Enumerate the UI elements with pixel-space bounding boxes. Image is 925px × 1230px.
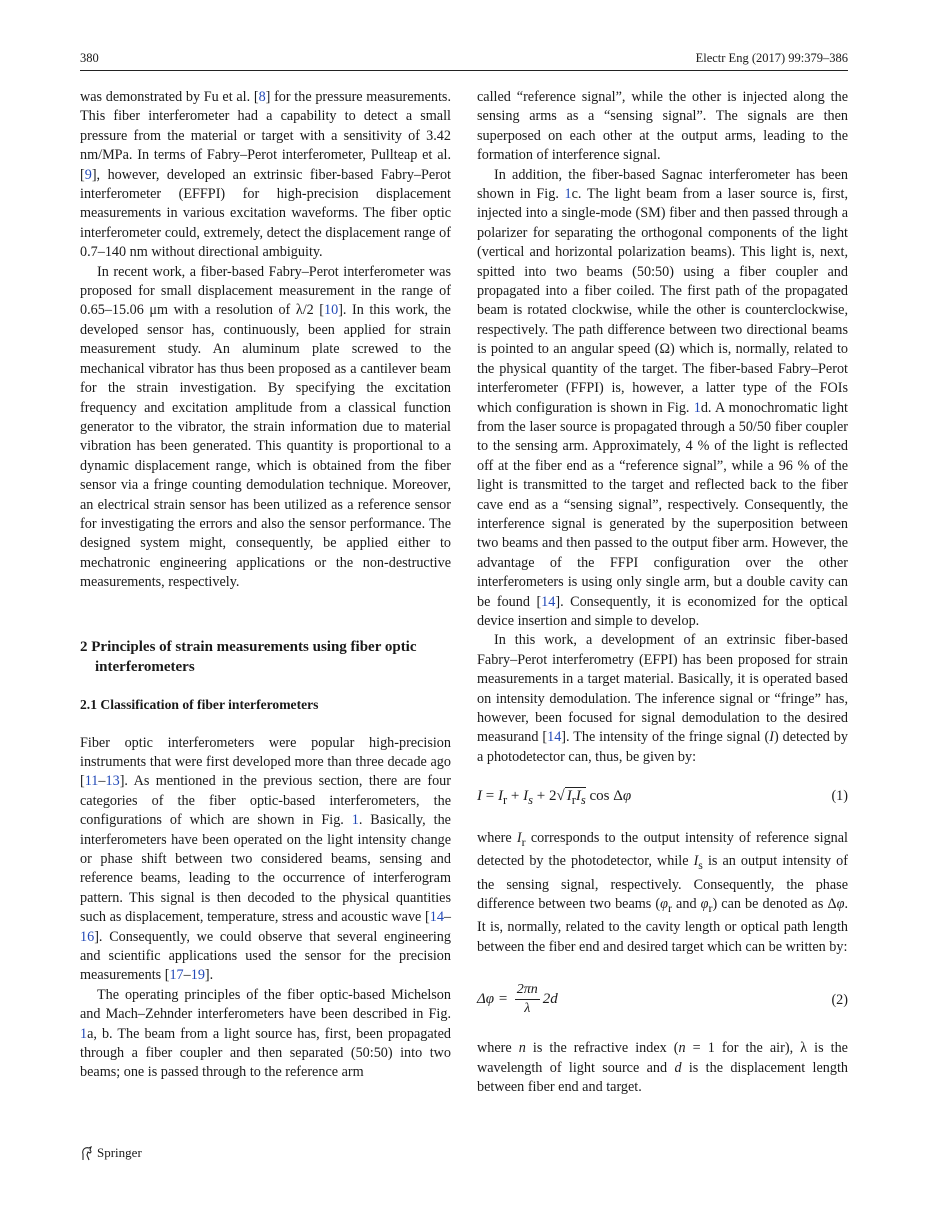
citation-link[interactable]: 19 [190,967,205,984]
springer-horse-icon [80,1146,93,1161]
citation-link[interactable]: 13 [105,773,120,790]
citation-link[interactable]: 16 [80,928,95,945]
running-header [80,50,848,71]
paragraph: In recent work, a fiber-based Fabry–Perot interferometer was proposed for small displacement measurement in the range of 0.65–15.06 μm with a resolution of λ/2 [10]. In this work, the developed sensor has, continuously, been applied for strain measurement study. An aluminum plate screwed to the mechanical vibrator has thus been proposed as a cantilever beam for the strain investigation. By specifying the excitation frequency and excitation amplitude from a classical function generator to the vibrator, the strain information due to material vibration has been generated. This quantity is proportional to a dynamic displacement range, which is obtained from the fiber sensor via a fringe counting demodulation technique. Moreover, an electrical strain sensor has been utilized as a reference sensor for investigating the errors and also the sensor performance. The designed system might, consequently, be applied either to mechatronic engineering applications or the non-destructive measurements, respectively. [80,263,451,591]
right-column [477,88,848,1097]
paragraph: In addition, the fiber-based Sagnac interferometer has been shown in Fig. 1c. The light beam from a laser source is, first, injected into a single-mode (SM) fiber and then passed through a polarizer for separating the orthogonal components of the light (vertical and horizontal polarization beams). This light is, next, spitted into two beams (50:50) using a fiber coupler and propagated into a fiber coiled. The first path of the propagated beam is rotated clockwise, while the other is counterclockwise, respectively. The path difference between two directional beams is pointed to an angular speed (Ω) which is, normally, related to the physical quantity of the target. The fiber-based Fabry–Perot interferometer (FFPI) is, however, a latter type of the FOIs which configuration is shown in Fig. 1d. A monochromatic light from the laser source is propagated through a 50/50 fiber coupler to the sensing arm. Approximately, 4 % of the light is reflected off at the fiber end as a “reference signal”, while a 96 % of the light is transmitted to the target and reflected back to the fiber cave end as a “sensing signal”, respectively. Consequently, the interference signal is generated by the superposition between two beams and then passed to the output fiber arm. However, the advantage of the FFPI configuration over the other interferometers is using only single arm, but a double cavity can be found [14]. Consequently, it is economized for the optical device insertion and simple to develop. [477,166,849,629]
subsection-heading: 2.1 Classification of fiber interferometers [80,696,319,712]
equation-number: (1) [831,788,848,805]
citation-link[interactable]: 14 [429,909,444,926]
citation-link[interactable]: 10 [324,302,339,319]
page-number: 380 [80,51,99,65]
citation-link[interactable]: 8 [258,89,266,105]
citation-link[interactable]: 17 [169,967,184,984]
paragraph: In this work, a development of an extrinsic fiber-based Fabry–Perot interferometry (EFPI) has been proposed for strain measurements in a target material. Basically, it is operated based on intensity demodulation. The inference signal or “fringe” has, however, been focused for signal demodulation to the desired measurand [14]. The intensity of the fringe signal (I) detected by a photodetector can, thus, be given by: [477,632,848,765]
citation-link[interactable]: 14 [541,593,556,610]
publisher-name: Springer [97,1145,142,1160]
paragraph: called “reference signal”, while the other is injected along the sensing arms as a “sensing signal”. The signals are then superposed on each other at the output arms, leading to the formation of interference signal. [477,89,848,164]
paragraph: where n is the refractive index (n = 1 for the air), λ is the wavelength of light source and d is the displacement length between fiber end and target. [477,1040,848,1095]
paragraph: The operating principles of the fiber optic-based Michelson and Mach–Zehnder interferometers have been described in Fig. 1a, b. The beam from a light source has, first, been propagated through a fiber coupler and then separated (50:50) into two beams; one is passed through to the reference arm [80,986,451,1081]
journal-reference: Electr Eng (2017) 99:379–386 [695,51,848,65]
figure-link[interactable]: 1 [564,186,572,203]
footer [80,1145,142,1161]
left-column [80,88,451,1083]
figure-link[interactable]: 1 [693,399,701,416]
section-heading: 2 Principles of strain measurements using fiber optic interferometers [80,638,417,675]
citation-link[interactable]: 14 [547,729,562,746]
equation-1: $I = I_r + I_s + 2√$ $I_rI_s$ cos Δφ (1) [477,788,848,808]
paragraph: was demonstrated by Fu et al. [8] for the pressure measurements. This fiber interferometer had a capability to detect a small pressure from the material or target with a sensitivity of 3.42 nm/MPa. In terms of Fabry–Perot interferometer, Pullteap et al. [9], however, developed an extrinsic fiber-based Fabry–Perot interferometer (EFFPI) for high-precision displacement measurements in various excitation waveforms. The fiber optic interferometer could, extremely, detect the displacement range of 0.7–140 nm without directional ambiguity. [80,89,451,261]
paragraph: where $I_r$ corresponds to the output intensity of reference signal detected by the photodetector, while $I_s$ is an output intensity of the sensing signal, respectively. Consequently, the phase difference between two beams ($\varphi_r$ and $\varphi_r$) can be denoted as Δφ. It is, normally, related to the cavity length or optical path length between the fiber end and desired target which can be written by: [477,830,848,955]
citation-link[interactable]: 11 [84,773,99,790]
figure-link[interactable]: 1 [351,812,359,829]
citation-link[interactable]: 9 [84,166,92,183]
equation-number: (2) [831,992,848,1009]
equation-2: Δφ = $\frac{2\pi n}{\lambda}$ 2d (2) [477,982,848,1017]
figure-link[interactable]: 1 [80,1025,88,1042]
paragraph: Fiber optic interferometers were popular high-precision instruments that were first developed more than three decade ago [11–13]. As mentioned in the previous section, there are four categories of the fiber optic-based interferometers, the configurations of which are shown in Fig. 1. Basically, the interferometers have been operated on the light intensity change or phase shift between two considered beams, sensing and reference beams, leading to the occurrence of interferogram pattern. This signal is then decoded to the physical quantities such as displacement, temperature, stress and acoustic wave [14–16]. Consequently, we could observe that several engineering and scientific applications used the sensor for the precision measurements [17–19]. [80,734,451,984]
